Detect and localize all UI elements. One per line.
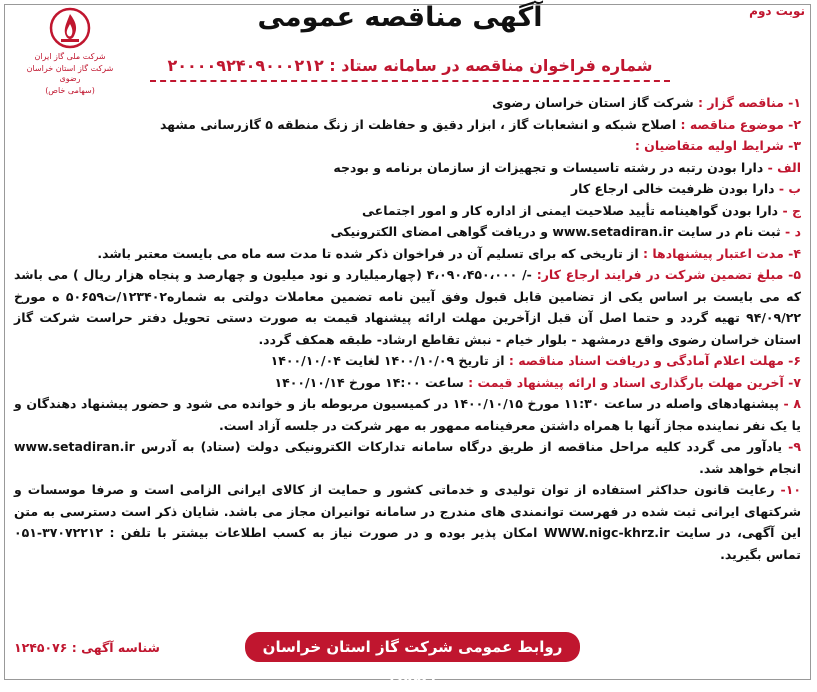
setadiran-link-2[interactable]: www.setadiran.ir [14, 439, 135, 454]
public-relations-badge: روابط عمومی شرکت گاز استان خراسان رضوی [245, 632, 580, 662]
item-4 [14, 243, 801, 265]
item-3c-label: ج - [782, 202, 801, 218]
item-3a [14, 157, 801, 179]
item-8 [14, 393, 801, 436]
item-10-post: امکان پذیر بوده و در صورت نیاز به کسب اطلاعات بیشتر با تلفن : ۳۷۰۷۲۲۱۲-۰۵۱ تماس بگیرید. [14, 525, 801, 562]
item-7-text: ساعت ۱۴:۰۰ مورخ ۱۴۰۰/۱۰/۱۴ [274, 374, 469, 390]
item-9 [14, 436, 801, 479]
item-3b-text: دارا بودن ظرفیت خالی ارجاع کار [570, 181, 779, 196]
nigc-khrz-link[interactable]: WWW.nigc-khrz.ir [543, 525, 670, 540]
item-9-pre: یادآور می گردد کلیه مراحل مناقصه از طریق درگاه سامانه تدارکات الکترونیکی دولت (ستاد) به آدرس [140, 439, 789, 454]
dashed-divider [150, 80, 670, 82]
item-3b [14, 178, 801, 200]
item-6-label: ۶- مهلت اعلام آمادگی و دریافت اسناد مناقصه : [508, 353, 801, 368]
item-5-label: ۵- مبلغ تضمین شرکت در فرایند ارجاع کار: [536, 267, 801, 282]
nigc-flame-logo-icon [48, 6, 92, 50]
item-3d-post: و دریافت گواهی امضای الکترونیکی [330, 224, 553, 239]
company-name-1: شرکت ملی گاز ایران [34, 52, 106, 61]
item-1-text: شرکت گاز استان خراسان رضوی [492, 95, 698, 110]
setadiran-link[interactable]: www.setadiran.ir [552, 224, 674, 239]
item-3d-label: د - [785, 224, 801, 239]
item-3d [14, 221, 801, 243]
item-7-label: ۷- آخرین مهلت بارگذاری اسناد و ارائه پیشنهاد قیمت : [468, 374, 801, 390]
item-3b-label: ب - [778, 181, 801, 196]
item-9-label: ۹- [788, 439, 801, 454]
item-10-label: ۱۰- [780, 482, 801, 497]
item-5 [14, 264, 801, 350]
item-3c-text: دارا بودن گواهینامه تأیید صلاحیت ایمنی از اداره کار و امور اجتماعی [362, 202, 783, 218]
item-6 [14, 350, 801, 372]
ad-identifier: شناسه آگهی : ۱۲۴۵۰۷۶ [14, 640, 160, 655]
item-9-post: انجام خواهد شد. [699, 460, 801, 476]
page-title: آگهی مناقصه عمومی [257, 2, 543, 33]
item-8-text: پیشنهادهای واصله در ساعت ۱۱:۳۰ مورخ ۱۴۰۰/۱۰/۱۵ در کمیسیون مربوطه باز و خوانده می شود و حضور پیشنهاد دهندگان و یا یک نفر نماینده مجاز آنها با همراه داشتن معرفینامه ممهور به مهر شرکت در جلسه آزاد است. [14, 396, 801, 433]
item-3a-text: دارا بودن رتبه در رشته تاسیسات و تجهیزات از سازمان برنامه و بودجه [333, 159, 768, 175]
item-4-text: از تاریخی که برای تسلیم آن در فراخوان ذکر شده تا مدت سه ماه می بایست معتبر باشد. [97, 245, 643, 261]
company-type: (سهامی خاص) [45, 86, 95, 95]
notice-body [14, 92, 801, 565]
item-3c [14, 200, 801, 222]
item-1-label: ۱- مناقصه گزار : [697, 95, 801, 110]
item-2-text: اصلاح شبکه و انشعابات گاز ، ابزار دقیق و حفاظت از زنگ منطقه ۵ گازرسانی مشهد [159, 116, 681, 132]
item-10-pre: رعایت قانون حداکثر استفاده از توان تولیدی و خدماتی کشور و حمایت از کالای ایرانی الزامی است و صرفا موسسات و شرکتهای ایرانی ثبت شده در فهرست توانمندی های مندرج در سامانه توانیران مجاز می باشد. شایان ذکر است دسترسی به متن این آگهی، در سایت [14, 482, 802, 540]
item-4-label: ۴- مدت اعتبار پیشنهادها : [642, 245, 801, 261]
item-3 [14, 135, 801, 157]
item-1 [14, 92, 801, 114]
publication-round: نوبت دوم [749, 4, 805, 18]
company-name-2: شرکت گاز استان خراسان رضوی [26, 64, 114, 83]
item-7 [14, 372, 801, 394]
item-3a-label: الف - [767, 159, 801, 175]
item-8-label: ۸ - [783, 396, 801, 411]
item-3-label: ۳- شرایط اولیه متقاضیان : [634, 138, 801, 153]
tender-number: شماره فراخوان مناقصه در سامانه ستاد : ۲۰۰۰۰۹۲۴۰۹۰۰۰۲۱۲ [167, 56, 653, 75]
item-2-label: ۲- موضوع مناقصه : [680, 116, 801, 132]
item-5-text: -/ ۴،۰۹۰،۴۵۰،۰۰۰ (چهارمیلیارد و نود میلیون و چهارصد و پنجاه هزار ریال ) می باشد که می بایست بر اساس یکی از تضامین قابل قبول وفق آیین نامه تضمین معاملات دولتی به شماره۱۲۳۴۰۲/ت۵۰۶۵۹ ه مورخ ۹۴/۰۹/۲۲ تهیه گردد و حتما اصل آن قبل ازآخرین مهلت ارائه پیشنهاد قیمت به صورت دستی تحویل دفتر حراست شرکت گاز استان خراسان رضوی واقع درمشهد - بلوار خیام - نبش تقاطع ارشاد- طبقه همکف گردد. [14, 267, 801, 347]
item-3d-pre: ثبت نام در سایت [673, 224, 786, 239]
item-6-text: از تاریخ ۱۴۰۰/۱۰/۰۹ لغایت ۱۴۰۰/۱۰/۰۴ [270, 353, 509, 368]
company-logo [20, 6, 120, 96]
item-10 [14, 479, 801, 565]
item-2 [14, 114, 801, 136]
